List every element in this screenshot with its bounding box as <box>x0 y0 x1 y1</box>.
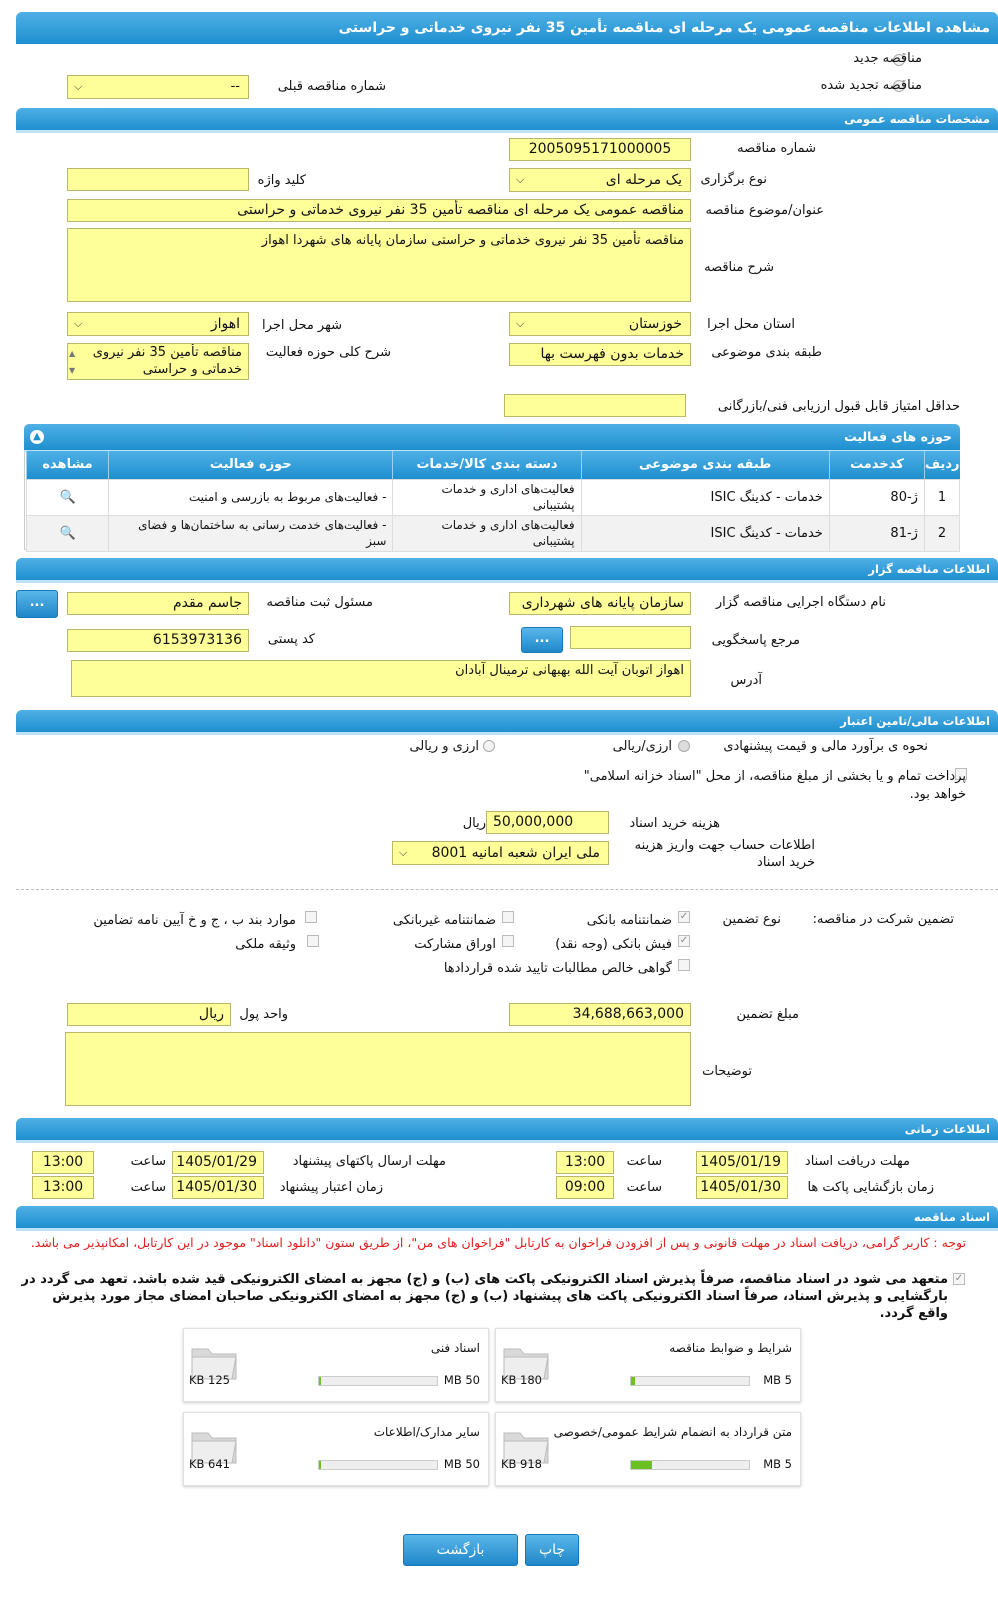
activities-title: حوزه های فعالیت <box>844 429 952 444</box>
prev-number-label: شماره مناقصه قبلی <box>277 79 386 94</box>
open-date: 1405/01/30 <box>696 1176 788 1199</box>
cell-code: ژ-81 <box>829 515 924 551</box>
currency-field: ریال <box>67 1003 231 1026</box>
keyword-field <box>67 168 249 191</box>
doc-name: سایر مدارک/اطلاعات <box>373 1425 480 1439</box>
account-label: اطلاعات حساب جهت واریز هزینه خرید اسناد <box>634 838 815 870</box>
col-view: مشاهده <box>27 451 109 479</box>
org-label: نام دستگاه اجرایی مناقصه گزار <box>715 595 886 610</box>
radio-renewed-label: مناقصه تجدید شده <box>820 78 922 93</box>
col-code: کدخدمت <box>829 451 924 479</box>
address-label: آدرس <box>730 673 762 688</box>
col-activity: حوزه فعالیت <box>109 451 393 479</box>
subject-label: عنوان/موضوع مناقصه <box>705 203 824 218</box>
doc-card[interactable] <box>183 1328 489 1402</box>
doc-size: 180 KB <box>500 1373 542 1387</box>
type-select[interactable] <box>509 168 691 192</box>
time-label: ساعت <box>626 1180 662 1195</box>
chevron-down-icon: ⌵ <box>74 80 83 93</box>
cell-category: فعالیت‌های اداری و خدمات پشتیبانی <box>393 479 581 515</box>
send-deadline-label: مهلت ارسال پاکتهای پیشنهاد <box>292 1154 446 1169</box>
section-general: مشخصات مناقصه عمومی <box>16 108 998 130</box>
amount-field: 34,688,663,000 <box>509 1003 691 1026</box>
opt-bank-guarantee: ضمانتنامه بانکی <box>586 913 672 928</box>
doc-card[interactable] <box>495 1412 801 1486</box>
validity-label: زمان اعتبار پیشنهاد <box>279 1180 383 1195</box>
amount-label: مبلغ تضمین <box>736 1007 799 1022</box>
radio-method-2[interactable] <box>483 740 495 752</box>
activities-table <box>26 451 960 552</box>
ref-field <box>570 626 691 649</box>
guarantee-type-label: نوع تضمین <box>722 912 781 927</box>
currency-label: واحد پول <box>239 1007 288 1022</box>
guarantee-section-label: تضمین شرکت در مناقصه: <box>812 912 954 927</box>
col-classification: طبقه بندی موضوعی <box>581 451 829 479</box>
doc-deadline-date: 1405/01/19 <box>696 1151 788 1174</box>
number-field: 2005095171000005 <box>509 138 691 161</box>
col-category: دسته بندی کالا/خدمات <box>393 451 581 479</box>
notes-field <box>65 1032 691 1106</box>
divider <box>16 889 998 890</box>
progress-fill <box>319 1377 321 1385</box>
doc-max: 50 MB <box>443 1457 480 1471</box>
account-select[interactable] <box>392 841 609 865</box>
chevron-down-icon: ⌵ <box>516 173 525 186</box>
radio-new-label: مناقصه جدید <box>853 51 922 66</box>
doc-max: 5 MB <box>763 1457 792 1471</box>
section-timing: اطلاعات زمانی <box>16 1118 998 1140</box>
doc-deadline-label: مهلت دریافت اسناد <box>804 1154 910 1169</box>
resp-lookup-button[interactable]: ... <box>16 590 58 618</box>
desc-field: مناقصه تأمین 35 نفر نیروی خدماتی و حراستی سازمان پایانه های شهردا اهواز <box>67 228 691 302</box>
prev-number-value: -- <box>230 79 240 94</box>
checkbox-clauses[interactable] <box>305 911 317 923</box>
activities-header <box>24 424 960 450</box>
city-label: شهر محل اجرا <box>262 318 342 333</box>
open-label: زمان بازگشایی پاکت ها <box>807 1180 934 1195</box>
view-icon[interactable]: 🔍 <box>27 479 109 515</box>
page-title: مشاهده اطلاعات مناقصه عمومی یک مرحله ای مناقصه تأمین 35 نفر نیروی خدماتی و حراستی <box>16 12 998 44</box>
chevron-down-icon: ⌵ <box>74 317 83 330</box>
print-button[interactable]: چاپ <box>525 1534 579 1566</box>
method-opt2: ارزی و ریالی <box>409 739 479 754</box>
doc-progress-bar <box>318 1460 438 1470</box>
cell-classification: خدمات - کدینگ ISIC <box>581 479 829 515</box>
checkbox-bonds[interactable] <box>502 935 514 947</box>
postal-label: کد پستی <box>267 632 315 647</box>
method-opt1: ارزی/ریالی <box>612 739 672 754</box>
postal-field: 6153973136 <box>67 629 249 652</box>
doc-size: 641 KB <box>188 1457 230 1471</box>
commitment-text: متعهد می شود در اسناد مناقصه، صرفاً پذیرش اسناد الکترونیکی پاکت های (ب) و (ج) مجهز به امضای الکترونیکی قید شده باشد. تعهد می گردد در بارگشایی و پذیرش اسناد، صرفاً اسناد الکترونیکی پاکت های پیشنهاد (ب) و (ج) مجهز به امضای الکترونیکی صاحبان امضای مجاز مورد پذیرش واقع گردد. <box>21 1272 948 1321</box>
resp-field: جاسم مقدم <box>67 592 249 615</box>
cell-classification: خدمات - کدینگ ISIC <box>581 515 829 551</box>
progress-fill <box>631 1461 652 1469</box>
doc-name: متن قرارداد به انضمام شرایط عمومی/خصوصی <box>553 1425 792 1439</box>
category-label: طبقه بندی موضوعی <box>711 345 822 360</box>
prev-number-select[interactable] <box>67 75 249 99</box>
doc-card[interactable] <box>183 1412 489 1486</box>
checkbox-property[interactable] <box>307 935 319 947</box>
province-value: خوزستان <box>628 316 682 332</box>
opt-nonbank-guarantee: ضمانتنامه غیربانکی <box>392 913 496 928</box>
opt-property: وثیقه ملکی <box>235 937 296 952</box>
treasury-text: پرداخت تمام و یا بخشی از مبلغ مناقصه، از محل "اسناد خزانه اسلامی" <box>583 769 966 784</box>
col-row: ردیف <box>924 451 959 479</box>
method-label: نحوه ی برآورد مالی و قیمت پیشنهادی <box>723 739 928 754</box>
progress-fill <box>631 1377 635 1385</box>
cell-code: ژ-80 <box>829 479 924 515</box>
doc-progress-bar <box>630 1460 750 1470</box>
checkbox-claims[interactable] <box>678 959 690 971</box>
doc-size: 918 KB <box>500 1457 542 1471</box>
min-score-field <box>504 394 686 417</box>
cell-row: 2 <box>924 515 959 551</box>
send-deadline-time: 13:00 <box>32 1151 94 1174</box>
city-value: اهواز <box>210 316 240 332</box>
doc-deadline-time: 13:00 <box>556 1151 614 1174</box>
city-select[interactable] <box>67 312 249 336</box>
opt-bonds: اوراق مشارکت <box>414 937 496 952</box>
view-icon[interactable]: 🔍 <box>27 515 109 551</box>
activities-table-wrap <box>26 451 960 552</box>
documents-notice: توجه : کاربر گرامی، دریافت اسناد در مهلت قانونی و پس از افزودن فراخوان به کارتابل "فراخوان های من"، از طریق ستون "دانلود اسناد" موجود در این کارتابل، امکانپذیر می باشد. <box>30 1235 966 1250</box>
opt-claims: گواهی خالص مطالبات تایید شده قراردادها <box>443 961 672 976</box>
time-label: ساعت <box>626 1154 662 1169</box>
doc-card[interactable] <box>495 1328 801 1402</box>
province-label: استان محل اجرا <box>707 317 795 332</box>
ref-lookup-button[interactable]: ... <box>521 627 563 653</box>
doc-cost-label: هزینه خرید اسناد <box>629 816 720 831</box>
org-field: سازمان پایانه های شهرداری <box>509 592 691 615</box>
commitment-checkbox[interactable]: ✓ <box>954 1273 964 1284</box>
category-field: خدمات بدون فهرست بها <box>509 343 691 366</box>
table-row <box>27 515 960 551</box>
account-value: ملی ایران شعبه امانیه 8001 <box>431 845 600 861</box>
type-value: یک مرحله ای <box>605 172 682 188</box>
doc-name: اسناد فنی <box>430 1341 480 1355</box>
notes-label: توضیحات <box>702 1064 752 1079</box>
collapse-icon[interactable]: ▲ <box>30 430 44 444</box>
doc-name: شرایط و ضوابط مناقصه <box>669 1341 792 1355</box>
doc-max: 5 MB <box>763 1373 792 1387</box>
radio-method-1[interactable] <box>678 740 690 752</box>
address-field: اهواز اتوبان آیت الله بهبهانی ترمینال آبادان <box>71 660 691 697</box>
send-deadline-date: 1405/01/29 <box>172 1151 264 1174</box>
treasury-text-2: خواهد بود. <box>909 787 966 802</box>
checkbox-nonbank-guarantee[interactable] <box>502 911 514 923</box>
type-label: نوع برگزاری <box>700 172 767 187</box>
section-finance: اطلاعات مالی/تامین اعتبار <box>16 710 998 732</box>
time-label: ساعت <box>130 1154 166 1169</box>
subject-field: مناقصه عمومی یک مرحله ای مناقصه تأمین 35 نفر نیروی خدماتی و حراستی <box>67 199 691 222</box>
doc-size: 125 KB <box>188 1373 230 1387</box>
checkbox-bank-receipt[interactable]: ✓ <box>679 935 689 946</box>
doc-progress-bar <box>630 1376 750 1386</box>
doc-cost-field: 50,000,000 <box>486 811 609 834</box>
resp-label: مسئول ثبت مناقصه <box>266 595 373 610</box>
desc-label: شرح مناقصه <box>704 260 774 275</box>
doc-progress-bar <box>318 1376 438 1386</box>
min-score-label: حداقل امتیاز قابل قبول ارزیابی فنی/بازرگانی <box>717 399 960 414</box>
scope-label: شرح کلی حوزه فعالیت <box>265 345 391 360</box>
doc-cost-unit: ریال <box>462 816 486 831</box>
cell-activity: - فعالیت‌های خدمت رسانی به ساختمان‌ها و فضای سبز <box>109 515 393 551</box>
number-label: شماره مناقصه <box>737 141 816 156</box>
open-time: 09:00 <box>556 1176 614 1199</box>
section-documents: اسناد مناقصه <box>16 1206 998 1228</box>
chevron-down-icon: ⌵ <box>516 317 525 330</box>
time-label: ساعت <box>130 1180 166 1195</box>
checkbox-bank-guarantee[interactable]: ✓ <box>679 911 689 922</box>
province-select[interactable] <box>509 312 691 336</box>
cell-row: 1 <box>924 479 959 515</box>
back-button[interactable]: بازگشت <box>403 1534 518 1566</box>
keyword-label: کلید واژه <box>257 173 306 188</box>
validity-time: 13:00 <box>32 1176 94 1199</box>
opt-clauses: موارد بند ب ، ج و خ آیین نامه تضامین <box>93 913 296 928</box>
chevron-down-icon: ⌵ <box>399 846 408 859</box>
scope-field: مناقصه تأمین 35 نفر نیروی خدماتی و حراستی <box>67 343 249 380</box>
ref-label: مرجع پاسخگویی <box>711 633 800 648</box>
section-organizer: اطلاعات مناقصه گزار <box>16 558 998 580</box>
doc-max: 50 MB <box>443 1373 480 1387</box>
opt-bank-receipt: فیش بانکی (وجه نقد) <box>555 937 672 952</box>
validity-date: 1405/01/30 <box>172 1176 264 1199</box>
progress-fill <box>319 1461 321 1469</box>
cell-activity: - فعالیت‌های مربوط به بازرسی و امنیت <box>109 479 393 515</box>
cell-category: فعالیت‌های اداری و خدمات پشتیبانی <box>393 515 581 551</box>
scroll-arrows-icon[interactable]: ▲ ▼ <box>69 349 76 375</box>
table-row <box>27 479 960 515</box>
